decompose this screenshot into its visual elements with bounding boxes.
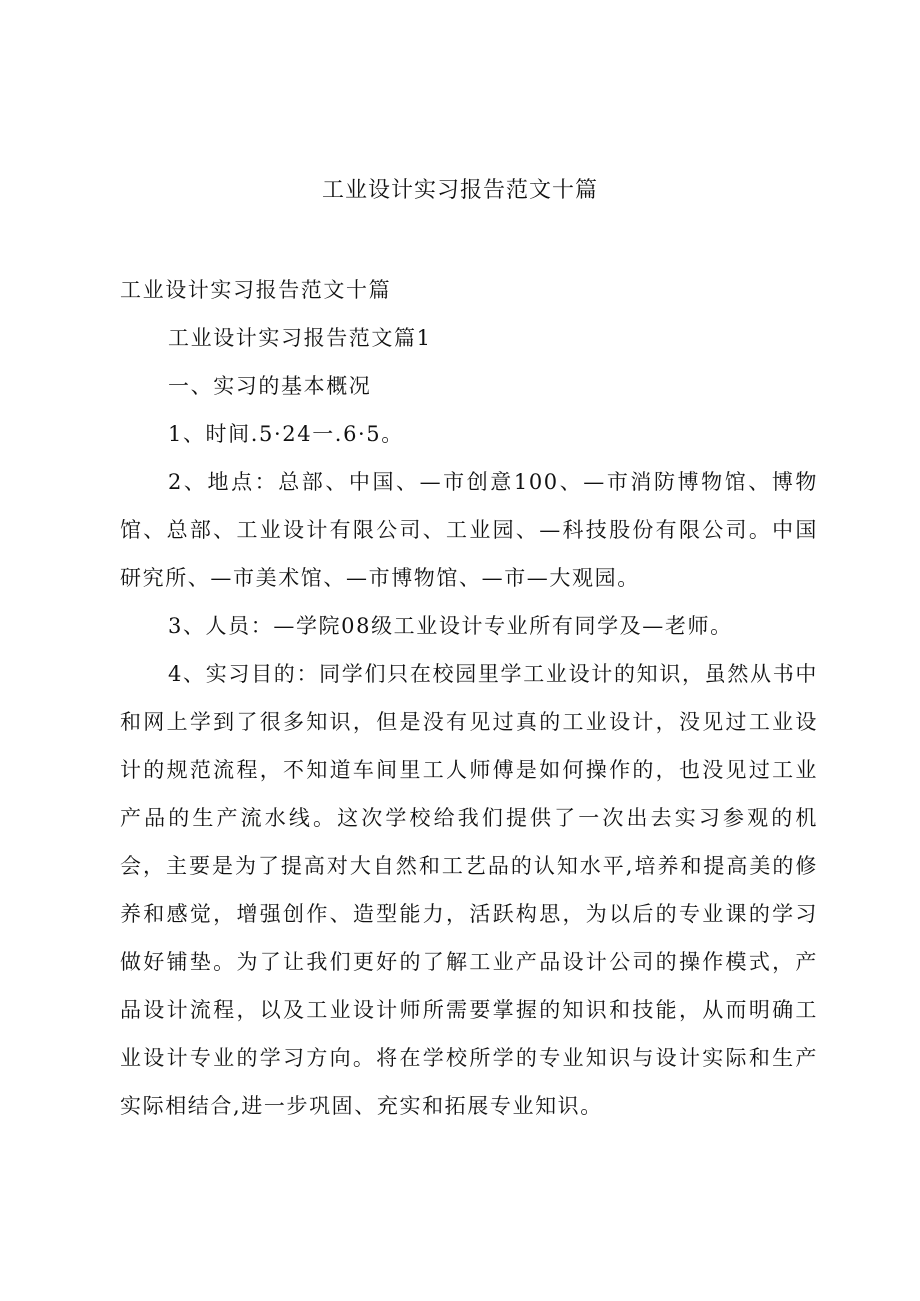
paragraph-time: 1、时间.5·24一.6·5。 (168, 422, 404, 446)
paragraph-personnel: 3、人员：—学院08级工业设计专业所有同学及—老师。 (168, 614, 733, 638)
paragraph-section-heading: 一、实习的基本概况 (168, 374, 372, 398)
paragraph-subtitle: 工业设计实习报告范文篇1 (168, 326, 432, 350)
document-title: 工业设计实习报告范文十篇 (321, 178, 598, 203)
document-body (120, 266, 818, 1130)
paragraph-location: 2、地点：总部、中国、—市创意100、—市消防博物馆、博物馆、总部、工业设计有限公司、工业园、—科技股份有限公司。中国研究所、—市美术馆、—市博物馆、—市—大观园。 (120, 470, 818, 590)
paragraph-heading: 工业设计实习报告范文十篇 (120, 278, 392, 302)
paragraph-purpose: 4、实习目的：同学们只在校园里学工业设计的知识，虽然从书中和网上学到了很多知识，但是没有见过真的工业设计，没见过工业设计的规范流程，不知道车间里工人师傅是如何操作的，也没见过工业产品的生产流水线。这次学校给我们提供了一次出去实习参观的机会，主要是为了提高对大自然和工艺品的认知水平,培养和提高美的修养和感觉，增强创作、造型能力，活跃构思，为以后的专业课的学习做好铺垫。为了让我们更好的了解工业产品设计公司的操作模式，产品设计流程，以及工业设计师所需要掌握的知识和技能，从而明确工业设计专业的学习方向。将在学校所学的专业知识与设计实际和生产实际相结合,进一步巩固、充实和拓展专业知识。 (120, 662, 818, 1118)
